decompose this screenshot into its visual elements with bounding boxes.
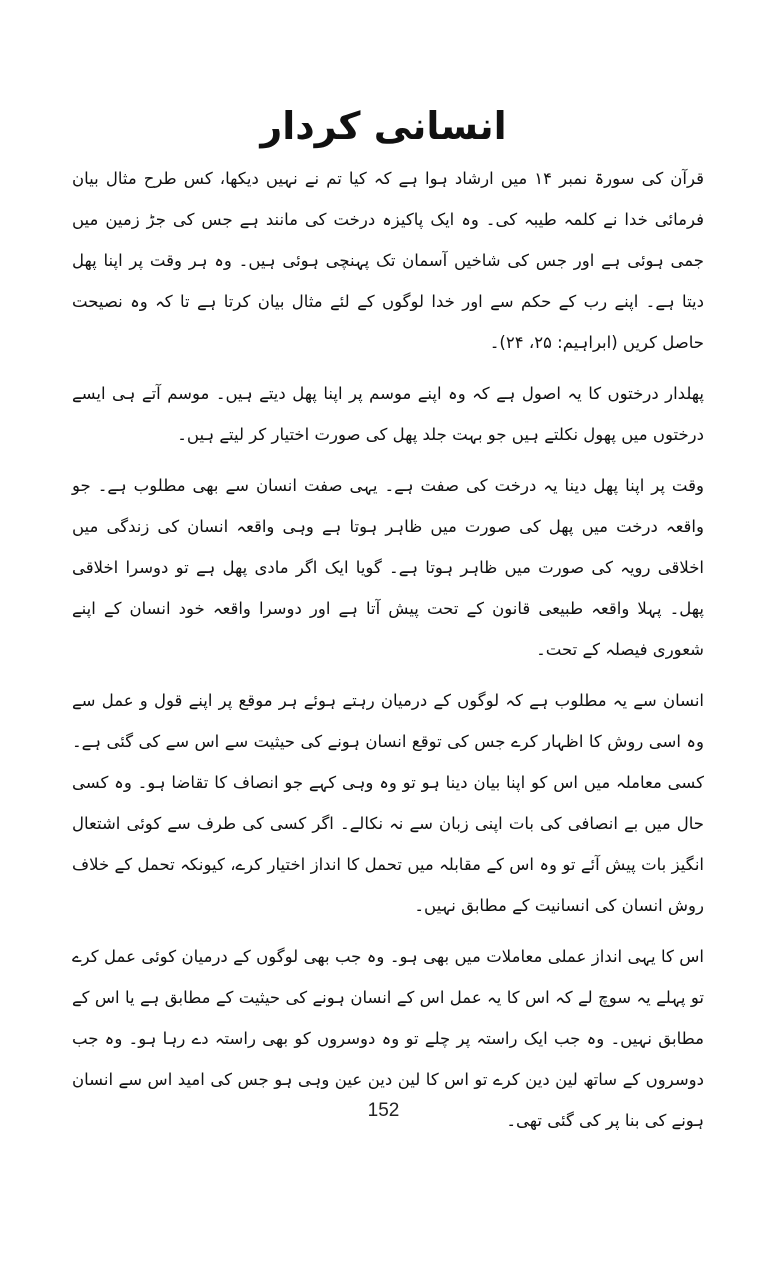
page-number: 152 — [367, 1100, 400, 1121]
chapter-body — [72, 158, 704, 1151]
paragraph: پھلدار درختوں کا یہ اصول ہے کہ وہ اپنے موسم پر اپنا پھل دیتے ہیں۔ موسم آتے ہی ایسے درختوں میں پھول نکلتے ہیں جو بہت جلد پھل کی صورت اختیار کر لیتے ہیں۔ — [72, 384, 704, 444]
paragraph: اس کا یہی انداز عملی معاملات میں بھی ہو۔ وہ جب بھی لوگوں کے درمیان کوئی عمل کرے تو پہلے یہ سوچ لے کہ اس کا یہ عمل اس کے انسان ہونے کی حیثیت کے مطابق ہے یا اس کے مطابق نہیں۔ وہ جب ایک راستہ پر چلے تو وہ دوسروں کو بھی راستہ دے رہا ہو۔ وہ جب دوسروں کے ساتھ لین دین کرے تو اس کا لین دین عین وہی ہو جس کی امید اس سے انسان ہونے کی بنا پر کی گئی تھی۔ — [72, 947, 704, 1130]
paragraph: وقت پر اپنا پھل دینا یہ درخت کی صفت ہے۔ یہی صفت انسان سے بھی مطلوب ہے۔ جو واقعہ درخت میں پھل کی صورت میں ظاہر ہوتا ہے وہی واقعہ انسان کی زندگی میں اخلاقی رویہ کی صورت میں ظاہر ہوتا ہے۔ گویا ایک اگر مادی پھل ہے تو دوسرا اخلاقی پھل۔ پہلا واقعہ طبیعی قانون کے تحت پیش آتا ہے اور دوسرا واقعہ خود انسان کے اپنے شعوری فیصلہ کے تحت۔ — [72, 476, 704, 659]
paragraph: انسان سے یہ مطلوب ہے کہ لوگوں کے درمیان رہتے ہوئے ہر موقع پر اپنے قول و عمل سے وہ اسی روش کا اظہار کرے جس کی توقع انسان ہونے کی حیثیت سے اس سے کی گئی ہے۔ کسی معاملہ میں اس کو اپنا بیان دینا ہو تو وہ وہی کہے جو انصاف کا تقاضا ہو۔ وہ کسی حال میں بے انصافی کی بات اپنی زبان سے نہ نکالے۔ اگر کسی کی طرف سے کوئی اشتعال انگیز بات پیش آئے تو وہ اس کے مقابلہ میں تحمل کا انداز اختیار کرے، کیونکہ تحمل کے خلاف روش انسان کی انسانیت کے مطابق نہیں۔ — [72, 691, 704, 915]
chapter-title: انسانی کردار — [260, 104, 507, 148]
paragraph: قرآن کی سورۃ نمبر ۱۴ میں ارشاد ہوا ہے کہ کیا تم نے نہیں دیکھا، کس طرح مثال بیان فرمائی خدا نے کلمہ طیبہ کی۔ وہ ایک پاکیزہ درخت کی مانند ہے جس کی جڑ زمین میں جمی ہوئی ہے اور جس کی شاخیں آسمان تک پہنچی ہوئی ہیں۔ وہ ہر وقت پر اپنا پھل دیتا ہے۔ اپنے رب کے حکم سے اور خدا لوگوں کے لئے مثال بیان کرتا ہے تا کہ وہ نصیحت حاصل کریں (ابراہیم: ۲۵، ۲۴)۔ — [72, 169, 704, 352]
